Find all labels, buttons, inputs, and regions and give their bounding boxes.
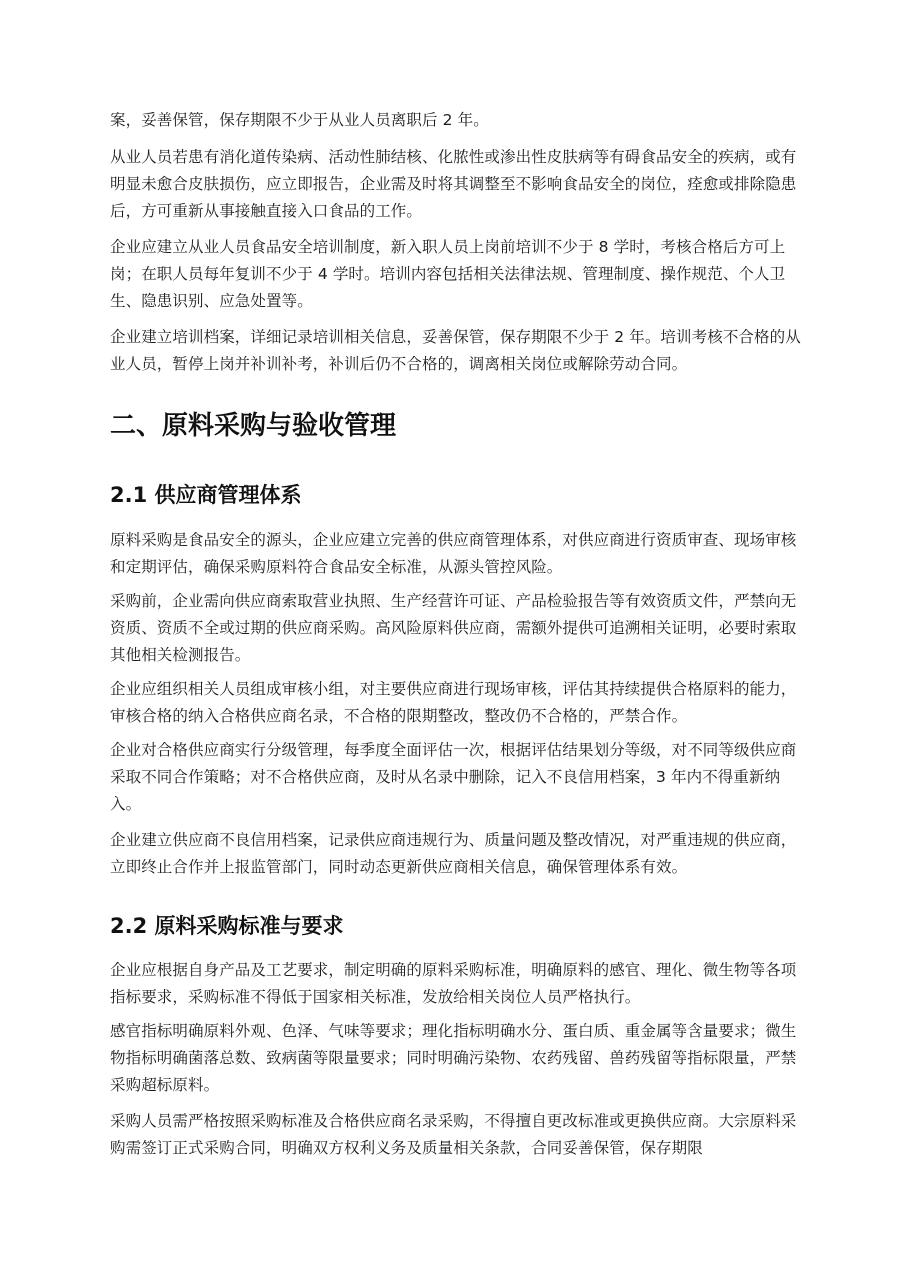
paragraph: 企业对合格供应商实行分级管理，每季度全面评估一次，根据评估结果划分等级，对不同等级供应商采取不同合作策略；对不合格供应商，及时从名录中删除，记入不良信用档案，3 年内不得重新纳入。 [110,741,797,813]
subsection-heading: 2.1 供应商管理体系 [110,483,302,507]
paragraph: 采购人员需严格按照采购标准及合格供应商名录采购，不得擅自更改标准或更换供应商。大宗原料采购需签订正式采购合同，明确双方权利义务及质量相关条款，合同妥善保管，保存期限 [110,1112,797,1157]
paragraph: 从业人员若患有消化道传染病、活动性肺结核、化脓性或渗出性皮肤病等有碍食品安全的疾病，或有明显未愈合皮肤损伤，应立即报告，企业需及时将其调整至不影响食品安全的岗位，痊愈或排除隐患后，方可重新从事接触直接入口食品的工作。 [110,148,797,220]
paragraph: 感官指标明确原料外观、色泽、气味等要求；理化指标明确水分、蛋白质、重金属等含量要求；微生物指标明确菌落总数、致病菌等限量要求；同时明确污染物、农药残留、兽药残留等指标限量，严禁采购超标原料。 [110,1022,797,1094]
paragraph: 企业应组织相关人员组成审核小组，对主要供应商进行现场审核，评估其持续提供合格原料的能力，审核合格的纳入合格供应商名录，不合格的限期整改，整改仍不合格的，严禁合作。 [110,680,797,725]
paragraph: 企业应建立从业人员食品安全培训制度，新入职人员上岗前培训不少于 8 学时，考核合格后方可上岗；在职人员每年复训不少于 4 学时。培训内容包括相关法律法规、管理制度、操作规范、个人卫生、隐患识别、应急处置等。 [110,238,786,310]
paragraph: 企业建立供应商不良信用档案，记录供应商违规行为、质量问题及整改情况，对严重违规的供应商，立即终止合作并上报监管部门，同时动态更新供应商相关信息，确保管理体系有效。 [110,831,797,876]
section-heading: 二、原料采购与验收管理 [110,411,397,441]
paragraph: 企业建立培训档案，详细记录培训相关信息，妥善保管，保存期限不少于 2 年。培训考核不合格的从业人员，暂停上岗并补训补考，补训后仍不合格的，调离相关岗位或解除劳动合同。 [110,328,801,373]
paragraph: 采购前，企业需向供应商索取营业执照、生产经营许可证、产品检验报告等有效资质文件，严禁向无资质、资质不全或过期的供应商采购。高风险原料供应商，需额外提供可追溯相关证明，必要时索取其他相关检测报告。 [110,592,797,664]
paragraph: 企业应根据自身产品及工艺要求，制定明确的原料采购标准，明确原料的感官、理化、微生物等各项指标要求，采购标准不得低于国家相关标准，发放给相关岗位人员严格执行。 [110,961,797,1006]
subsection-heading: 2.2 原料采购标准与要求 [110,914,344,938]
paragraph: 原料采购是食品安全的源头，企业应建立完善的供应商管理体系，对供应商进行资质审查、现场审核和定期评估，确保采购原料符合食品安全标准，从源头管控风险。 [110,531,797,576]
paragraph: 案，妥善保管，保存期限不少于从业人员离职后 2 年。 [110,111,489,129]
